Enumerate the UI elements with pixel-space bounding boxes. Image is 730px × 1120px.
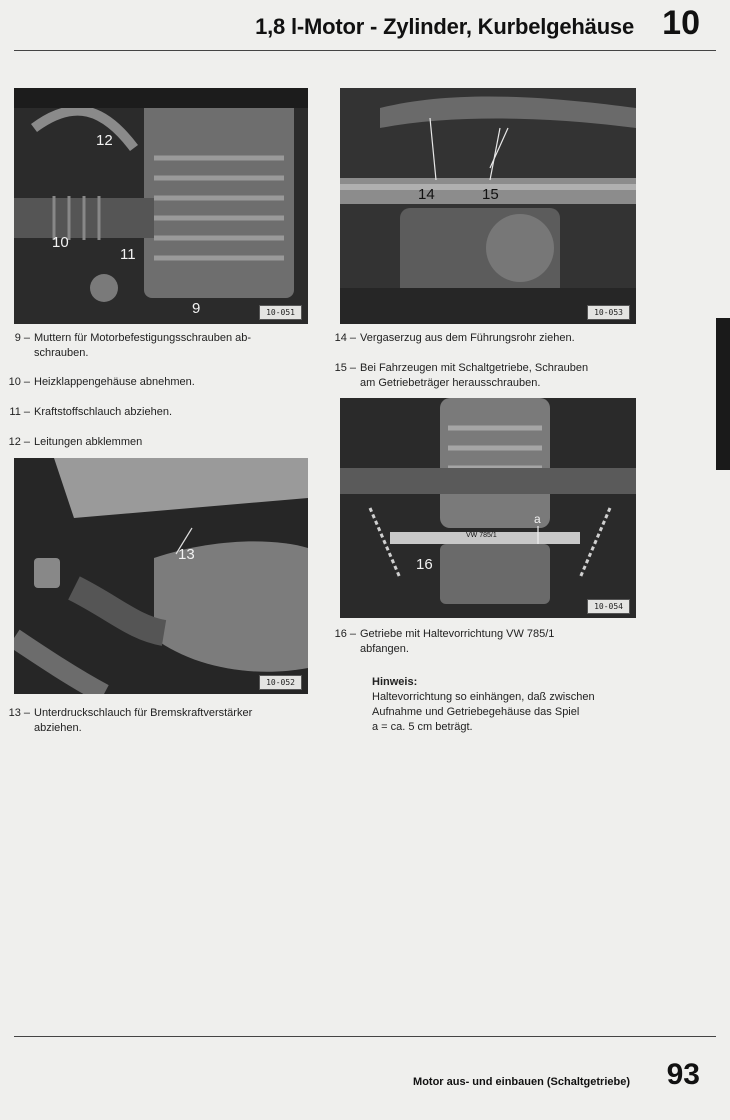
transmission-support-illustration: [340, 398, 636, 618]
hint-note: [372, 675, 652, 735]
chapter-number: 10: [662, 4, 700, 42]
accelerator-cable-illustration: [340, 88, 636, 324]
step-text: Unterdruckschlauch für Bremskraftverstärker: [34, 707, 253, 719]
engine-underside-illustration: [14, 88, 308, 324]
photo-code: 10-053: [587, 305, 630, 320]
photo-code: 10-054: [587, 599, 630, 614]
chapter-thumb-tab: [716, 318, 730, 470]
photo-10-054: [340, 398, 636, 618]
step-11: [0, 405, 320, 420]
step-number: 13 –: [8, 707, 30, 719]
footer-rule: [14, 1036, 716, 1037]
step-12: [0, 435, 320, 450]
step-text: Kraftstoffschlauch abziehen.: [34, 406, 172, 418]
callout-a: a: [534, 512, 541, 526]
step-number: 14 –: [334, 332, 356, 344]
step-number: 15 –: [334, 362, 356, 374]
step-14: [326, 331, 646, 346]
hint-line: Aufnahme und Getriebegehäuse das Spiel: [372, 706, 580, 718]
step-text: Leitungen abklemmen: [34, 436, 143, 448]
page-title: 1,8 l-Motor - Zylinder, Kurbelgehäuse: [255, 14, 634, 39]
callout-11: 11: [120, 246, 136, 263]
step-text: am Getriebeträger herausschrauben.: [360, 377, 541, 389]
step-16: [326, 627, 646, 657]
callout-9: 9: [192, 300, 201, 317]
step-10: [0, 375, 320, 390]
photo-10-052: [14, 458, 308, 694]
callout-15: 15: [482, 186, 499, 203]
step-text: abfangen.: [360, 643, 409, 655]
photo-code: 10-052: [259, 675, 302, 690]
photo-10-053: [340, 88, 636, 324]
step-number: 12 –: [8, 436, 30, 448]
header-rule: [14, 50, 716, 51]
photo-code: 10-051: [259, 305, 302, 320]
step-15: [326, 361, 646, 391]
callout-13: 13: [178, 546, 195, 563]
step-13: [0, 706, 320, 736]
step-text: schrauben.: [34, 347, 89, 359]
step-number: 9 –: [14, 332, 30, 344]
step-number: 10 –: [8, 376, 30, 388]
step-text: Vergaserzug aus dem Führungsrohr ziehen.: [360, 332, 575, 344]
photo-10-051: [14, 88, 308, 324]
tool-label: VW 785/1: [466, 532, 497, 539]
step-text: Heizklappengehäuse abnehmen.: [34, 376, 195, 388]
callout-12: 12: [96, 132, 113, 149]
hint-line: Haltevorrichtung so einhängen, daß zwischen: [372, 691, 595, 703]
callout-16: 16: [416, 556, 433, 573]
callout-14: 14: [418, 186, 435, 203]
step-text: Bei Fahrzeugen mit Schaltgetriebe, Schrauben: [360, 362, 589, 374]
step-9: [0, 331, 320, 361]
page-number: 93: [666, 1058, 700, 1091]
vacuum-hose-illustration: [14, 458, 308, 694]
step-number: 16 –: [334, 628, 356, 640]
step-text: Getriebe mit Haltevorrichtung VW 785/1: [360, 628, 555, 640]
callout-10: 10: [52, 234, 69, 251]
footer-section-title: Motor aus- und einbauen (Schaltgetriebe): [413, 1076, 630, 1088]
step-number: 11 –: [9, 406, 30, 418]
hint-heading: Hinweis:: [372, 676, 418, 688]
step-text: Muttern für Motorbefestigungsschrauben ab-: [34, 332, 252, 344]
hint-line: a = ca. 5 cm beträgt.: [372, 721, 473, 733]
step-text: abziehen.: [34, 722, 82, 734]
